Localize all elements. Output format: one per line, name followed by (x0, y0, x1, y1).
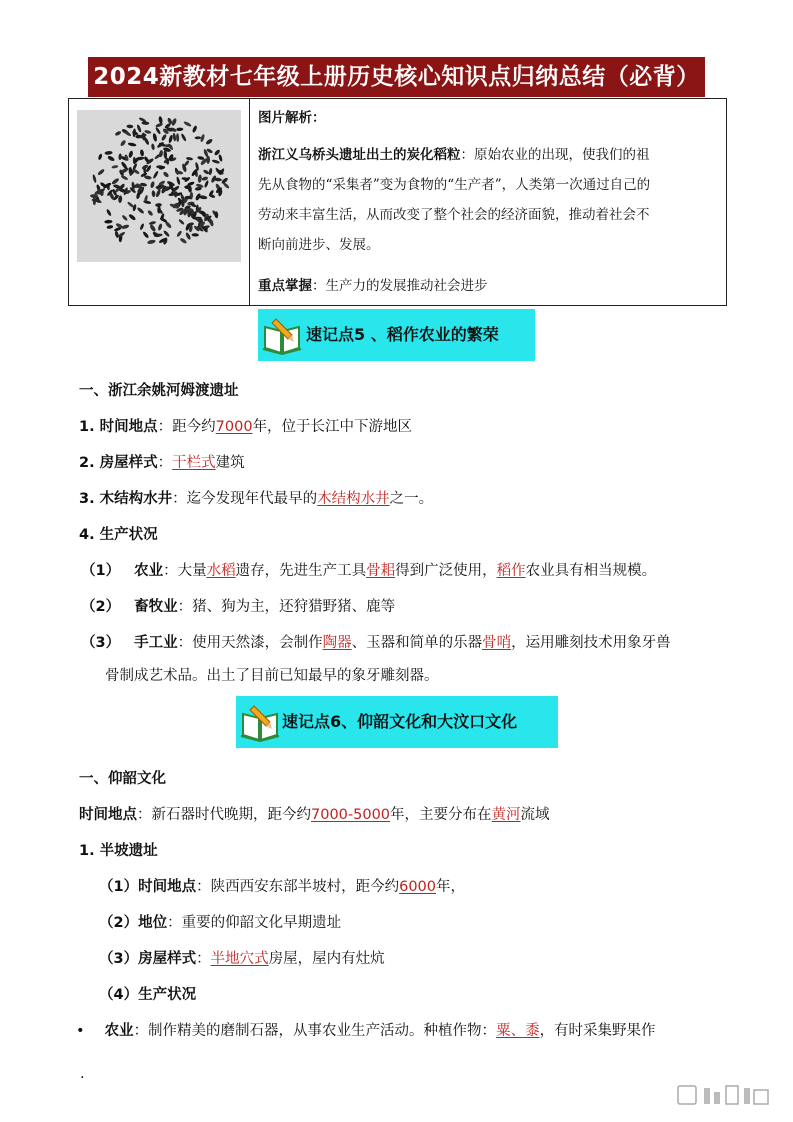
rice-grain (106, 209, 112, 217)
rice-grain (183, 121, 192, 128)
rice-grain (139, 223, 144, 231)
item-1-time-place: 1. 时间地点：距今约7000年，位于长江中下游地区 (79, 419, 413, 435)
banpo-time-place: （1）时间地点：陕西西安东部半坡村，距今约6000年， (99, 879, 465, 895)
rice-grain (147, 239, 156, 245)
rice-grain (104, 220, 112, 224)
rice-grain (180, 133, 187, 142)
rice-grain (126, 124, 133, 128)
rice-grain (128, 150, 134, 158)
sub-item-agriculture: （1） 农业：大量水稻遗存，先进生产工具骨耜得到广泛使用，稻作农业具有相当规模。 (81, 563, 657, 579)
rice-grain (151, 190, 155, 197)
analysis-paragraph (258, 140, 724, 260)
rice-grain (106, 225, 113, 230)
rice-grain (120, 161, 128, 170)
info-box-divider (249, 98, 250, 306)
rice-grain (143, 200, 151, 205)
rice-grain (120, 139, 127, 147)
highlight-6000: 6000 (399, 879, 436, 895)
highlight-broomcorn: 黍 (525, 1023, 540, 1039)
rice-grain (128, 142, 137, 147)
rice-grain (168, 134, 173, 143)
rice-grain (155, 127, 162, 135)
book-pencil-icon (240, 702, 280, 763)
highlight-semi-pit: 半地穴式 (210, 951, 269, 967)
analysis-line-2: 先从食物的“采集者”变为食物的“生产者”，人类第一次通过自己的 (258, 177, 651, 193)
banpo-agriculture: • 农业：制作精美的磨制石器，从事农业生产活动。种植作物：粟、黍，有时采集野果作 (76, 1023, 656, 1039)
section-5-heading: 一、浙江余姚河姆渡遗址 (79, 383, 239, 399)
rice-grain (151, 143, 155, 150)
rice-grain (111, 177, 120, 185)
rice-grain (185, 232, 192, 240)
section-6-heading: 一、仰韶文化 (79, 771, 166, 787)
key-point-text: ：生产力的发展推动社会进步 (312, 278, 488, 294)
rice-grain (191, 233, 198, 236)
carbonized-rice-photo (77, 110, 241, 262)
rice-grain (98, 153, 103, 160)
rice-grain (114, 130, 121, 136)
sub-item-handicraft: （3） 手工业：使用天然漆，会制作陶器、玉器和简单的乐器骨哨，运用雕刻技术用象牙兽 (81, 635, 671, 651)
rice-grain (149, 224, 157, 233)
rice-grain (136, 207, 144, 215)
rice-grain (149, 221, 157, 226)
rice-grain (204, 180, 209, 188)
rice-grain (92, 174, 97, 183)
rice-grain (192, 125, 198, 133)
rice-grain (163, 230, 171, 238)
section-5-title: 速记点5 、稻作农业的繁荣 (306, 325, 499, 344)
analysis-item-label: 浙江义乌桥头遗址出土的炭化稻粒 (258, 147, 461, 163)
bullet-icon: • (76, 1023, 85, 1039)
section-5-banner (258, 309, 535, 361)
rice-grain (155, 189, 161, 198)
rice-grain (155, 203, 162, 207)
rice-grain (128, 213, 136, 221)
banpo-heading: 1. 半坡遗址 (79, 843, 158, 859)
rice-grain (104, 151, 112, 155)
highlight-rice-farming: 稻作 (496, 563, 526, 579)
rice-grain (176, 230, 183, 237)
banpo-house-style: （3）房屋样式：半地穴式房屋，屋内有灶炕 (99, 951, 385, 967)
rice-grain (181, 199, 184, 207)
book-pencil-icon (262, 315, 302, 376)
analysis-line-1: ：原始农业的出现，使我们的祖 (460, 147, 650, 163)
rice-grain (218, 154, 223, 162)
rice-grain (176, 127, 183, 131)
section-6-banner (236, 696, 558, 748)
rice-grain (121, 214, 128, 221)
highlight-millet: 粟 (496, 1023, 511, 1039)
rice-grain (132, 204, 137, 212)
rice-grain (141, 121, 149, 125)
rice-grain (118, 153, 122, 160)
rice-grain (197, 174, 202, 183)
rice-grain (176, 133, 179, 142)
key-point-label: 重点掌握 (258, 278, 312, 294)
rice-grain (147, 209, 154, 216)
rice-grain (205, 138, 213, 145)
highlight-bone-whistle: 骨哨 (482, 635, 512, 651)
highlight-pottery: 陶器 (322, 635, 352, 651)
rice-grain (142, 231, 149, 239)
highlight-bone-spade: 骨耜 (366, 563, 396, 579)
rice-grain (161, 134, 168, 142)
banpo-status: （2）地位：重要的仰韶文化早期遗址 (99, 915, 342, 931)
rice-grain (172, 133, 176, 142)
rice-grain (208, 168, 212, 176)
highlight-7000: 7000 (215, 419, 253, 435)
rice-grain (157, 223, 163, 231)
rice-grain (201, 176, 208, 181)
highlight-rice: 水稻 (206, 563, 236, 579)
rice-grain (144, 130, 152, 135)
rice-grain (211, 159, 220, 164)
item-2-house-style: 2. 房屋样式：干栏式建筑 (79, 455, 245, 471)
analysis-line-3: 劳动来丰富生活，从而改变了整个社会的经济面貌，推动着社会不 (258, 207, 650, 223)
rice-grain (150, 181, 155, 189)
highlight-ganlan: 干栏式 (172, 455, 216, 471)
highlight-yellow-river: 黄河 (491, 807, 521, 823)
banpo-production: （4）生产状况 (99, 987, 197, 1003)
section-6-title: 速记点6、仰韶文化和大汶口文化 (282, 712, 518, 731)
rice-grain (186, 157, 193, 161)
rice-grain (155, 122, 163, 128)
rice-grain (178, 218, 185, 225)
item-4-production: 4. 生产状况 (79, 527, 158, 543)
rice-grain (107, 155, 115, 162)
rice-grain (111, 165, 118, 169)
rice-grain (203, 169, 210, 175)
highlight-7000-5000: 7000-5000 (311, 807, 391, 823)
rice-grain (179, 237, 187, 244)
rice-grains-illustration (77, 110, 241, 262)
rice-grain (123, 130, 132, 137)
sub-item-husbandry: （2） 畜牧业：猪、狗为主，还狩猎野猪、鹿等 (81, 599, 396, 615)
yangshao-time-place: 时间地点：新石器时代晚期，距今约7000-5000年，主要分布在黄河流域 (79, 807, 550, 823)
highlight-wooden-well: 木结构水井 (317, 491, 390, 507)
rice-grain (140, 149, 145, 156)
trailing-dot: . (80, 1066, 85, 1082)
analysis-line-4: 断向前进步、发展。 (258, 237, 380, 253)
rice-grain (176, 176, 181, 185)
item-3-wooden-well: 3. 木结构水井：迄今发现年代最早的木结构水井之一。 (79, 491, 434, 507)
rice-grain (195, 136, 202, 139)
rice-grain (97, 168, 105, 176)
rice-grain (136, 124, 142, 133)
rice-grain (158, 116, 163, 124)
rice-grain (152, 170, 159, 179)
rice-grain (132, 128, 136, 137)
rice-grain (118, 195, 122, 203)
rice-grain (152, 133, 157, 142)
watermark-icons (676, 1082, 776, 1114)
page-title: 2024新教材七年级上册历史核心知识点归纳总结（必背） (88, 57, 705, 97)
rice-grain (162, 171, 169, 178)
analysis-heading: 图片解析： (258, 110, 326, 126)
key-point (258, 271, 488, 301)
sub-item-handicraft-continued: 骨制成艺术品。出土了目前已知最早的象牙雕刻器。 (105, 668, 439, 684)
